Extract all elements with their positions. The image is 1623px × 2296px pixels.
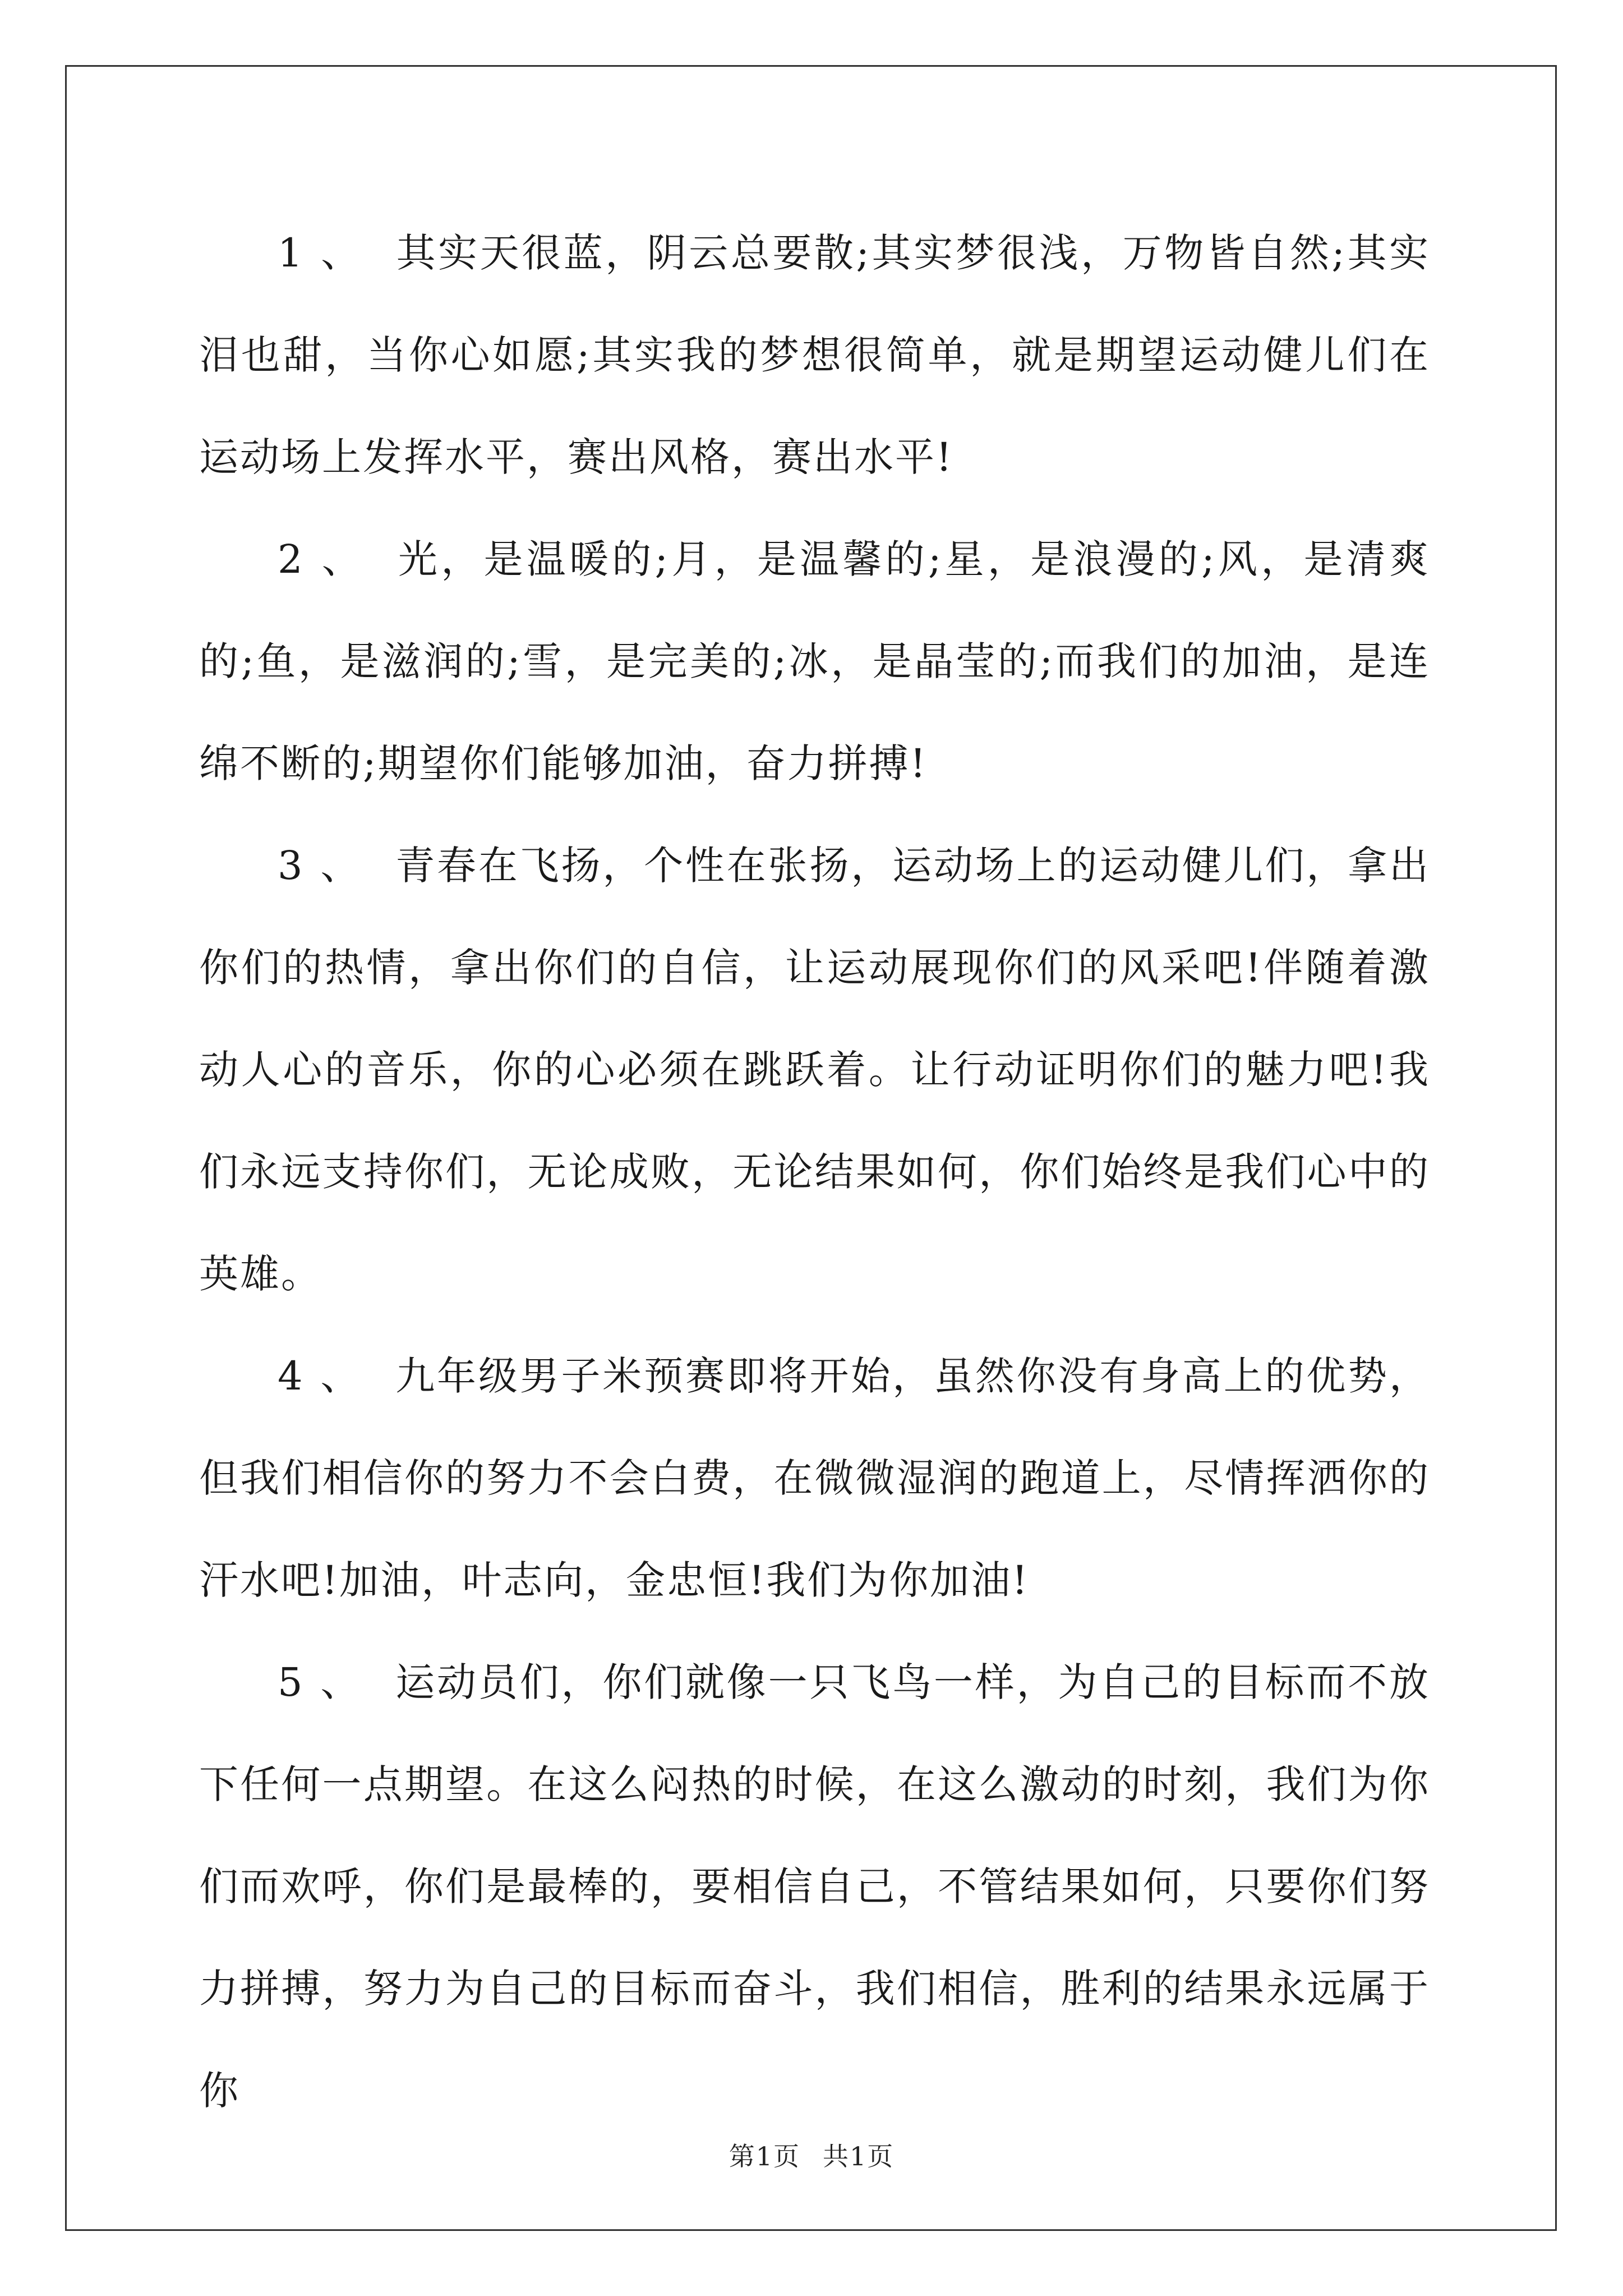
paragraph-1 [199, 202, 1430, 508]
paragraph-4 [199, 1325, 1430, 1631]
paragraph-number: 1 [278, 230, 305, 276]
paragraph-separator: 、 [320, 1353, 362, 1399]
paragraph-3 [199, 815, 1430, 1325]
page-number-label: 第1页 [728, 2141, 800, 2171]
paragraph-number: 3 [278, 843, 305, 889]
paragraph-number: 4 [278, 1353, 305, 1399]
paragraph-text: 青春在飞扬，个性在张扬，运动场上的运动健儿们，拿出你们的热情，拿出你们的自信，让运动展现你们的风采吧!伴随着激动人心的音乐，你的心必须在跳跃着。让行动证明你们的魅力吧!我们永远支持你们，无论成败，无论结果如何，你们始终是我们心中的英雄。 [199, 843, 1431, 1297]
paragraph-text: 其实天很蓝，阴云总要散;其实梦很浅，万物皆自然;其实泪也甜，当你心如愿;其实我的梦想很简单，就是期望运动健儿们在运动场上发挥水平，赛出风格，赛出水平! [199, 230, 1430, 480]
paragraph-number: 2 [278, 536, 305, 582]
paragraph-5 [199, 1631, 1430, 2142]
paragraph-text: 运动员们，你们就像一只飞鸟一样，为自己的目标而不放下任何一点期望。在这么闷热的时候，在这么激动的时刻，我们为你们而欢呼，你们是最棒的，要相信自己，不管结果如何，只要你们努力拼搏，努力为自己的目标而奋斗，我们相信，胜利的结果永远属于你 [199, 1659, 1431, 2114]
paragraph-text: 光，是温暖的;月，是温馨的;星，是浪漫的;风，是清爽的;鱼，是滋润的;雪，是完美的;冰，是晶莹的;而我们的加油，是连绵不断的;期望你们能够加油，奋力拼搏! [199, 536, 1430, 786]
paragraph-separator: 、 [320, 230, 363, 276]
page-total-label: 共1页 [823, 2141, 895, 2171]
paragraph-separator: 、 [320, 843, 362, 889]
page-footer [0, 2136, 1623, 2173]
paragraph-number: 5 [278, 1659, 305, 1705]
paragraph-text: 九年级男子米预赛即将开始，虽然你没有身高上的优势，但我们相信你的努力不会白费，在微微湿润的跑道上，尽情挥洒你的汗水吧!加油，叶志向，金忠恒!我们为你加油! [199, 1353, 1431, 1603]
paragraph-separator: 、 [320, 1659, 362, 1705]
document-body [199, 202, 1430, 2142]
paragraph-separator: 、 [320, 536, 365, 582]
paragraph-2 [199, 508, 1430, 815]
